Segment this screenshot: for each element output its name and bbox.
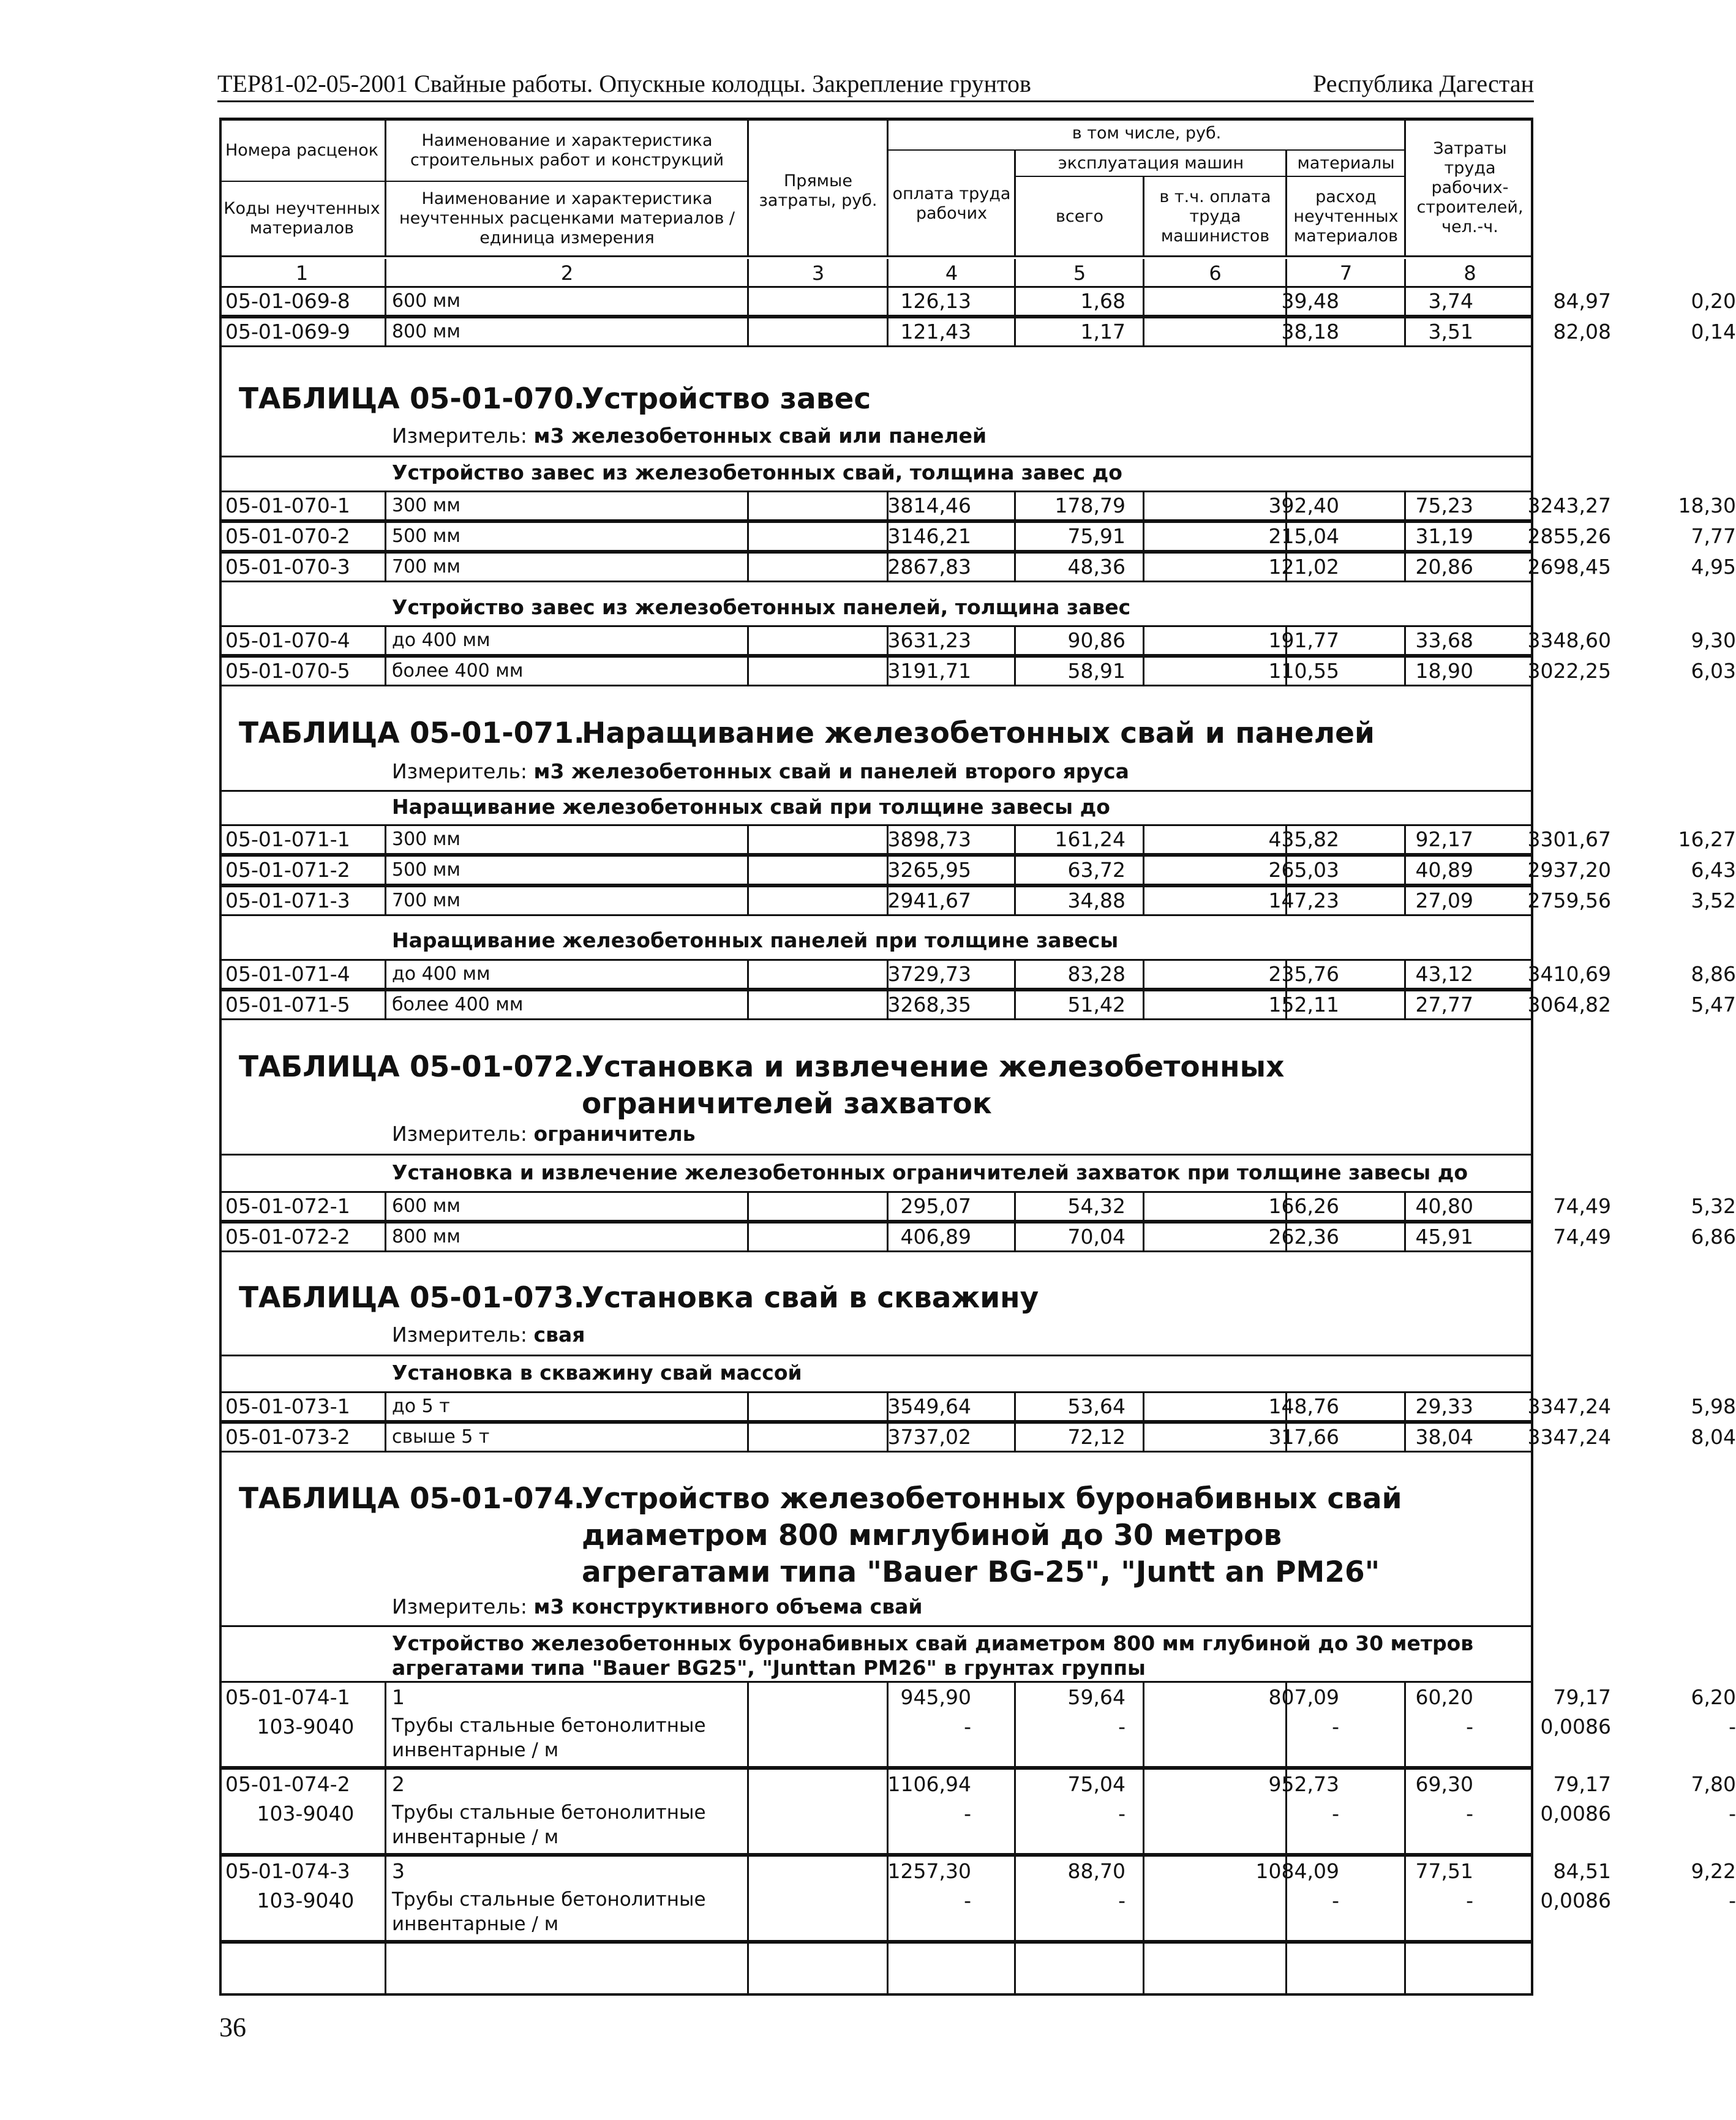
material-materials: 0,0086	[1540, 1802, 1611, 1825]
machines-total: 110,55	[1268, 659, 1339, 683]
table-073-subheader-1: Установка в скважину свай массой	[392, 1361, 802, 1385]
machines-total: 191,77	[1268, 628, 1339, 652]
material-direct-costs: -	[964, 1802, 971, 1825]
rate-code: 05-01-071-3	[225, 889, 350, 912]
machines-total: 121,02	[1268, 555, 1339, 579]
labor-pay: 59,64	[1067, 1685, 1125, 1709]
table-header	[219, 118, 1533, 257]
labor-pay: 75,04	[1067, 1772, 1125, 1796]
machines-header: эксплуатация машин	[1058, 154, 1244, 173]
col-num-1: 1	[295, 261, 309, 285]
material-unit: инвентарные / м	[392, 1826, 559, 1848]
rate-code: 05-01-071-5	[225, 993, 350, 1017]
machinists-pay: 3,74	[1428, 289, 1473, 313]
machinists-pay: 27,77	[1415, 993, 1473, 1017]
rate-code: 05-01-072-2	[225, 1225, 350, 1249]
direct-costs: 3191,71	[887, 659, 971, 683]
direct-costs: 3146,21	[887, 524, 971, 548]
labor-pay: 1,68	[1080, 289, 1125, 313]
col5-header: всего	[1055, 207, 1104, 226]
table-row	[219, 1222, 1736, 1252]
labor-hours: 8,04	[1691, 1425, 1736, 1449]
direct-costs: 126,13	[900, 289, 971, 313]
materials: 3064,82	[1527, 993, 1611, 1017]
material-labor-pay: -	[1118, 1802, 1125, 1825]
material-materials: 0,0086	[1540, 1715, 1611, 1738]
machinists-pay: 45,91	[1415, 1225, 1473, 1249]
group-header: в том числе, руб.	[1072, 124, 1222, 143]
materials: 79,17	[1553, 1685, 1611, 1709]
table-070-title	[239, 381, 1525, 418]
materials: 74,49	[1553, 1225, 1611, 1249]
rate-code: 05-01-074-1	[225, 1685, 350, 1709]
labor-hours: 6,20	[1691, 1685, 1736, 1709]
table-071-subheader-2: Наращивание железобетонных панелей при толщине завесы	[392, 928, 1119, 952]
table-row	[219, 855, 1736, 885]
materials: 3243,27	[1527, 494, 1611, 517]
machines-total: 265,03	[1268, 858, 1339, 882]
material-name: Трубы стальные бетонолитные	[392, 1889, 706, 1911]
table-row	[219, 552, 1736, 582]
work-name: 800 мм	[392, 1226, 461, 1247]
materials: 3301,67	[1527, 827, 1611, 851]
table-072-name: Установка и извлечение железобетонных ограничителей захваток	[582, 1050, 1285, 1121]
direct-costs: 3268,35	[887, 993, 971, 1017]
material-code: 103-9040	[257, 1715, 355, 1738]
rate-code: 05-01-069-8	[225, 289, 350, 313]
machines-total: 262,36	[1268, 1225, 1339, 1249]
work-name: 300 мм	[392, 495, 461, 516]
rate-code: 05-01-074-2	[225, 1772, 350, 1796]
machines-total: 166,26	[1268, 1194, 1339, 1218]
direct-costs: 3631,23	[887, 628, 971, 652]
direct-costs: 3814,46	[887, 494, 971, 517]
table-row	[219, 959, 1736, 990]
labor-hours: 7,77	[1691, 524, 1736, 548]
material-labor-pay: -	[1118, 1715, 1125, 1738]
labor-hours: 4,95	[1691, 555, 1736, 579]
work-name: свыше 5 т	[392, 1426, 490, 1448]
labor-pay: 1,17	[1080, 320, 1125, 344]
col-num-7: 7	[1339, 261, 1353, 285]
machines-total: 215,04	[1268, 524, 1339, 548]
machinists-pay: 43,12	[1415, 962, 1473, 986]
direct-costs: 1106,94	[887, 1772, 971, 1796]
work-name: 500 мм	[392, 859, 461, 881]
table-071-name: Наращивание железобетонных свай и панелей	[582, 716, 1375, 750]
machines-total: 1084,09	[1255, 1859, 1339, 1883]
work-name: 3	[392, 1859, 405, 1883]
rate-code: 05-01-069-9	[225, 320, 350, 344]
material-direct-costs: -	[964, 1889, 971, 1912]
labor-pay: 88,70	[1067, 1859, 1125, 1883]
materials: 3347,24	[1527, 1394, 1611, 1418]
empty-row	[219, 1942, 1533, 1996]
rate-code: 05-01-072-1	[225, 1194, 350, 1218]
work-name: до 400 мм	[392, 630, 490, 651]
table-row	[219, 1855, 1736, 1942]
material-labor-hours: -	[1729, 1715, 1736, 1738]
table-073-name: Установка свай в скважину	[582, 1281, 1039, 1315]
material-machinists-pay: -	[1466, 1715, 1473, 1738]
materials: 84,97	[1553, 289, 1611, 313]
materials: 82,08	[1553, 320, 1611, 344]
table-071-subheader-1: Наращивание железобетонных свай при толщине завесы до	[392, 795, 1110, 819]
material-machines-total: -	[1332, 1889, 1339, 1912]
labor-pay: 54,32	[1067, 1194, 1125, 1218]
rate-code: 05-01-070-3	[225, 555, 350, 579]
table-row	[219, 1681, 1736, 1768]
col2-top-header: Наименование и характеристика строительных работ и конструкций	[410, 131, 724, 170]
labor-pay: 178,79	[1054, 494, 1125, 517]
material-unit: инвентарные / м	[392, 1739, 559, 1761]
labor-hours: 9,22	[1691, 1859, 1736, 1883]
machinists-pay: 31,19	[1415, 524, 1473, 548]
labor-hours: 0,14	[1691, 320, 1736, 344]
machinists-pay: 27,09	[1415, 889, 1473, 912]
table-074-subheader-1: Устройство железобетонных буронабивных свай диаметром 800 мм глубиной до 30 метров агрегатами типа "Bauer BG25", "Junttan PM26" в грунтах группы	[392, 1631, 1474, 1680]
col-num-2: 2	[560, 261, 574, 285]
table-074-measure: Измеритель: м3 конструктивного объема свай	[392, 1595, 923, 1618]
col1-bottom-header: Коды неучтенных материалов	[224, 199, 380, 238]
material-materials: 0,0086	[1540, 1889, 1611, 1912]
table-074-title	[239, 1481, 1525, 1591]
work-name: до 5 т	[392, 1396, 450, 1417]
col6-header: в т.ч. оплата труда машинистов	[1159, 187, 1271, 246]
table-072-title	[239, 1049, 1525, 1122]
work-name: 700 мм	[392, 890, 461, 911]
labor-hours: 6,43	[1691, 858, 1736, 882]
labor-pay: 72,12	[1067, 1425, 1125, 1449]
region-name: Республика Дагестан	[1313, 70, 1534, 97]
machines-total: 38,18	[1281, 320, 1339, 344]
machinists-pay: 38,04	[1415, 1425, 1473, 1449]
labor-hours: 8,86	[1691, 962, 1736, 986]
machines-total: 235,76	[1268, 962, 1339, 986]
table-row	[219, 1191, 1736, 1222]
table-070-name: Устройство завес	[582, 382, 871, 416]
labor-hours: 7,80	[1691, 1772, 1736, 1796]
labor-hours: 9,30	[1691, 628, 1736, 652]
machines-total: 807,09	[1268, 1685, 1339, 1709]
material-machinists-pay: -	[1466, 1889, 1473, 1912]
work-name: 600 мм	[392, 1195, 461, 1217]
rate-code: 05-01-070-4	[225, 628, 350, 652]
work-name: 700 мм	[392, 556, 461, 577]
work-name: 800 мм	[392, 321, 461, 342]
materials: 2759,56	[1527, 889, 1611, 912]
material-labor-hours: -	[1729, 1802, 1736, 1825]
table-row	[219, 1391, 1736, 1422]
rate-code: 05-01-071-2	[225, 858, 350, 882]
machinists-pay: 60,20	[1415, 1685, 1473, 1709]
labor-hours: 5,32	[1691, 1194, 1736, 1218]
table-072-label: ТАБЛИЦА 05-01-072.	[239, 1050, 585, 1084]
machines-total: 148,76	[1268, 1394, 1339, 1418]
table-072-subheader-1: Установка и извлечение железобетонных ограничителей захваток при толщине завесы до	[392, 1160, 1468, 1184]
work-name: 600 мм	[392, 290, 461, 312]
rate-code: 05-01-071-1	[225, 827, 350, 851]
labor-pay: 161,24	[1054, 827, 1125, 851]
material-machines-total: -	[1332, 1802, 1339, 1825]
materials-header: материалы	[1297, 154, 1395, 173]
table-row	[219, 317, 1736, 347]
machines-total: 147,23	[1268, 889, 1339, 912]
table-070-subheader-2: Устройство завес из железобетонных панелей, толщина завес	[392, 595, 1131, 619]
material-direct-costs: -	[964, 1715, 971, 1738]
table-070-label: ТАБЛИЦА 05-01-070.	[239, 382, 585, 416]
labor-hours: 6,86	[1691, 1225, 1736, 1249]
table-074-name: Устройство железобетонных буронабивных свай диаметром 800 ммглубиной до 30 метров агрегатами типа "Bauer BG-25", "Juntt an PM26"	[582, 1482, 1402, 1589]
material-name: Трубы стальные бетонолитные	[392, 1802, 706, 1824]
machines-total: 317,66	[1268, 1425, 1339, 1449]
table-073-title	[239, 1280, 1525, 1317]
materials: 79,17	[1553, 1772, 1611, 1796]
rate-code: 05-01-073-1	[225, 1394, 350, 1418]
machinists-pay: 20,86	[1415, 555, 1473, 579]
machinists-pay: 77,51	[1415, 1859, 1473, 1883]
table-row	[219, 824, 1736, 855]
table-row	[219, 990, 1736, 1020]
labor-pay: 51,42	[1067, 993, 1125, 1017]
page-number: 36	[219, 2012, 246, 2042]
materials: 84,51	[1553, 1859, 1611, 1883]
table-074-label: ТАБЛИЦА 05-01-074.	[239, 1482, 585, 1516]
col8-header: Затраты труда рабочих-строителей, чел.-ч.	[1416, 139, 1524, 236]
direct-costs: 945,90	[900, 1685, 971, 1709]
col-num-8: 8	[1464, 261, 1476, 285]
direct-costs: 3265,95	[887, 858, 971, 882]
table-row	[219, 521, 1736, 552]
table-073-label: ТАБЛИЦА 05-01-073.	[239, 1281, 585, 1315]
work-name: 1	[392, 1685, 405, 1709]
labor-pay: 34,88	[1067, 889, 1125, 912]
machines-total: 392,40	[1268, 494, 1339, 517]
material-labor-pay: -	[1118, 1889, 1125, 1912]
table-row	[219, 1768, 1736, 1855]
work-name: более 400 мм	[392, 660, 524, 682]
machinists-pay: 75,23	[1415, 494, 1473, 517]
labor-hours: 5,98	[1691, 1394, 1736, 1418]
direct-costs: 121,43	[900, 320, 971, 344]
labor-pay: 63,72	[1067, 858, 1125, 882]
table-072-measure: Измеритель: ограничитель	[392, 1122, 696, 1146]
table-row	[219, 656, 1736, 686]
labor-hours: 0,20	[1691, 289, 1736, 313]
direct-costs: 3729,73	[887, 962, 971, 986]
col-num-5: 5	[1073, 261, 1086, 285]
machinists-pay: 18,90	[1415, 659, 1473, 683]
work-name: 300 мм	[392, 829, 461, 850]
work-name: 2	[392, 1772, 405, 1796]
table-071-label: ТАБЛИЦА 05-01-071.	[239, 716, 585, 750]
rate-code: 05-01-070-1	[225, 494, 350, 517]
col-num-6: 6	[1209, 261, 1222, 285]
materials: 3022,25	[1527, 659, 1611, 683]
rate-code: 05-01-073-2	[225, 1425, 350, 1449]
machinists-pay: 69,30	[1415, 1772, 1473, 1796]
table-071-title	[239, 715, 1525, 752]
direct-costs: 2941,67	[887, 889, 971, 912]
labor-hours: 6,03	[1691, 659, 1736, 683]
work-name: более 400 мм	[392, 994, 524, 1015]
column-number-row	[219, 259, 1533, 286]
machines-total: 152,11	[1268, 993, 1339, 1017]
material-machines-total: -	[1332, 1715, 1339, 1738]
direct-costs: 406,89	[900, 1225, 971, 1249]
machines-total: 435,82	[1268, 827, 1339, 851]
labor-pay: 83,28	[1067, 962, 1125, 986]
labor-pay: 53,64	[1067, 1394, 1125, 1418]
machinists-pay: 29,33	[1415, 1394, 1473, 1418]
material-code: 103-9040	[257, 1802, 355, 1825]
materials: 2698,45	[1527, 555, 1611, 579]
material-labor-hours: -	[1729, 1889, 1736, 1912]
rate-code: 05-01-070-2	[225, 524, 350, 548]
col-num-3: 3	[811, 261, 825, 285]
machinists-pay: 33,68	[1415, 628, 1473, 652]
rate-code: 05-01-070-5	[225, 659, 350, 683]
direct-costs: 295,07	[900, 1194, 971, 1218]
table-073-measure: Измеритель: свая	[392, 1323, 585, 1347]
table-070-measure: Измеритель: м3 железобетонных свай или панелей	[392, 424, 987, 448]
col-num-4: 4	[945, 261, 958, 285]
table-row	[219, 885, 1736, 916]
material-unit: инвентарные / м	[392, 1913, 559, 1935]
machinists-pay: 3,51	[1428, 320, 1473, 344]
labor-pay: 70,04	[1067, 1225, 1125, 1249]
col3-header: Прямые затраты, руб.	[759, 171, 877, 210]
table-row	[219, 286, 1736, 317]
labor-hours: 3,52	[1691, 889, 1736, 912]
table-row	[219, 1422, 1736, 1453]
labor-pay: 90,86	[1067, 628, 1125, 652]
col2-bottom-header: Наименование и характеристика неучтенных расценками материалов / единица измерения	[399, 189, 735, 247]
material-name: Трубы стальные бетонолитные	[392, 1715, 706, 1737]
machinists-pay: 92,17	[1415, 827, 1473, 851]
materials: 3410,69	[1527, 962, 1611, 986]
page-header	[217, 61, 1534, 102]
labor-hours: 16,27	[1678, 827, 1736, 851]
col1-top-header: Номера расценок	[225, 141, 379, 160]
direct-costs: 3549,64	[887, 1394, 971, 1418]
material-code: 103-9040	[257, 1889, 355, 1912]
col7-header: расход неучтенных материалов	[1293, 187, 1399, 246]
rate-code: 05-01-071-4	[225, 962, 350, 986]
labor-hours: 5,47	[1691, 993, 1736, 1017]
materials: 2937,20	[1527, 858, 1611, 882]
direct-costs: 1257,30	[887, 1859, 971, 1883]
rate-code: 05-01-074-3	[225, 1859, 350, 1883]
document-title: ТЕР81-02-05-2001 Свайные работы. Опускные колодцы. Закрепление грунтов	[217, 70, 1031, 97]
machinists-pay: 40,89	[1415, 858, 1473, 882]
materials: 3347,24	[1527, 1425, 1611, 1449]
work-name: 500 мм	[392, 525, 461, 547]
labor-pay: 48,36	[1067, 555, 1125, 579]
col4-header: оплата труда рабочих	[892, 184, 1011, 223]
table-070-subheader-1: Устройство завес из железобетонных свай, толщина завес до	[392, 460, 1122, 484]
material-machinists-pay: -	[1466, 1802, 1473, 1825]
work-name: до 400 мм	[392, 963, 490, 985]
labor-pay: 75,91	[1067, 524, 1125, 548]
direct-costs: 3898,73	[887, 827, 971, 851]
table-row	[219, 625, 1736, 656]
table-071-measure: Измеритель: м3 железобетонных свай и панелей второго яруса	[392, 759, 1129, 783]
materials: 2855,26	[1527, 524, 1611, 548]
materials: 3348,60	[1527, 628, 1611, 652]
direct-costs: 3737,02	[887, 1425, 971, 1449]
materials: 74,49	[1553, 1194, 1611, 1218]
labor-pay: 58,91	[1067, 659, 1125, 683]
machinists-pay: 40,80	[1415, 1194, 1473, 1218]
machines-total: 952,73	[1268, 1772, 1339, 1796]
labor-hours: 18,30	[1678, 494, 1736, 517]
machines-total: 39,48	[1281, 289, 1339, 313]
direct-costs: 2867,83	[887, 555, 971, 579]
table-row	[219, 491, 1736, 521]
